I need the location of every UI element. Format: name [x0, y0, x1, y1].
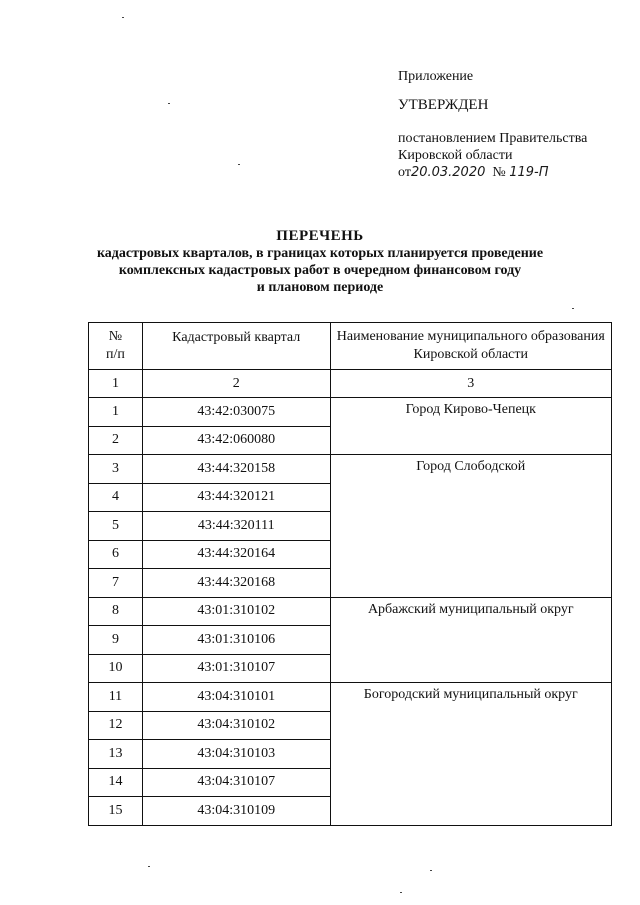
scan-speck — [238, 164, 240, 165]
scan-speck — [400, 892, 402, 893]
column-numbers-row — [89, 370, 612, 398]
document-title: ПЕРЕЧЕНЬ — [276, 228, 364, 244]
decree-date-line — [398, 164, 633, 181]
municipality-name: Богородский муниципальный округ — [330, 683, 611, 826]
row-number: 11 — [89, 683, 143, 712]
row-number: 4 — [89, 483, 143, 512]
decree-reference — [398, 130, 633, 181]
scan-speck — [168, 103, 170, 104]
municipality-name: Арбажский муниципальный округ — [330, 597, 611, 683]
cadastral-quarter: 43:42:030075 — [142, 398, 330, 427]
table-row — [89, 455, 612, 484]
cadastral-quarter: 43:04:310103 — [142, 740, 330, 769]
document-heading — [80, 228, 560, 296]
row-number: 6 — [89, 540, 143, 569]
row-number: 7 — [89, 569, 143, 598]
cadastral-quarter: 43:01:310102 — [142, 597, 330, 626]
table-row — [89, 597, 612, 626]
column-number-3: 3 — [330, 370, 611, 398]
cadastral-quarter: 43:01:310106 — [142, 626, 330, 655]
table-row — [89, 683, 612, 712]
cadastral-quarter: 43:44:320121 — [142, 483, 330, 512]
row-number: 14 — [89, 768, 143, 797]
scan-speck — [572, 308, 574, 309]
header-quarter: Кадастровый квартал — [142, 323, 330, 370]
approval-block — [398, 68, 633, 181]
row-number: 3 — [89, 455, 143, 484]
cadastral-quarter: 43:04:310109 — [142, 797, 330, 826]
cadastral-quarter: 43:44:320164 — [142, 540, 330, 569]
header-number: № п/п — [89, 323, 143, 370]
number-label: № — [492, 165, 506, 180]
row-number: 8 — [89, 597, 143, 626]
heading-line-1: кадастровых кварталов, в границах которых планируется проведение — [96, 246, 544, 261]
scan-speck — [148, 866, 150, 867]
heading-line-2: комплексных кадастровых работ в очередном финансовом году — [118, 263, 522, 278]
cadastral-quarter: 43:04:310102 — [142, 711, 330, 740]
row-number: 5 — [89, 512, 143, 541]
appendix-label: Приложение — [398, 69, 474, 84]
table-header-row — [89, 323, 612, 370]
decree-line-2: Кировской области — [398, 148, 513, 163]
cadastral-quarter: 43:44:320111 — [142, 512, 330, 541]
cadastral-quarter: 43:04:310101 — [142, 683, 330, 712]
scan-speck — [122, 17, 124, 18]
heading-line-3: и плановом периоде — [256, 280, 384, 295]
cadastral-quarter: 43:44:320168 — [142, 569, 330, 598]
row-number: 13 — [89, 740, 143, 769]
municipality-name: Город Слободской — [330, 455, 611, 598]
cadastral-quarter: 43:04:310107 — [142, 768, 330, 797]
decree-date: 20.03.2020 — [410, 165, 486, 180]
municipality-name: Город Кирово-Чепецк — [330, 398, 611, 455]
table-body — [89, 398, 612, 826]
scan-speck — [430, 870, 432, 871]
header-municipality: Наименование муниципального образования Кировской области — [330, 323, 611, 370]
row-number: 9 — [89, 626, 143, 655]
cadastral-quarters-table — [88, 322, 612, 826]
row-number: 15 — [89, 797, 143, 826]
cadastral-quarter: 43:44:320158 — [142, 455, 330, 484]
cadastral-quarter: 43:01:310107 — [142, 654, 330, 683]
decree-line-1: постановлением Правительства — [398, 131, 588, 146]
column-number-1: 1 — [89, 370, 143, 398]
row-number: 2 — [89, 426, 143, 455]
row-number: 12 — [89, 711, 143, 740]
cadastral-quarter: 43:42:060080 — [142, 426, 330, 455]
table-row — [89, 398, 612, 427]
decree-number: 119-П — [509, 165, 549, 180]
row-number: 10 — [89, 654, 143, 683]
from-label: от — [398, 165, 411, 180]
approved-label: УТВЕРЖДЕН — [398, 97, 489, 113]
column-number-2: 2 — [142, 370, 330, 398]
row-number: 1 — [89, 398, 143, 427]
